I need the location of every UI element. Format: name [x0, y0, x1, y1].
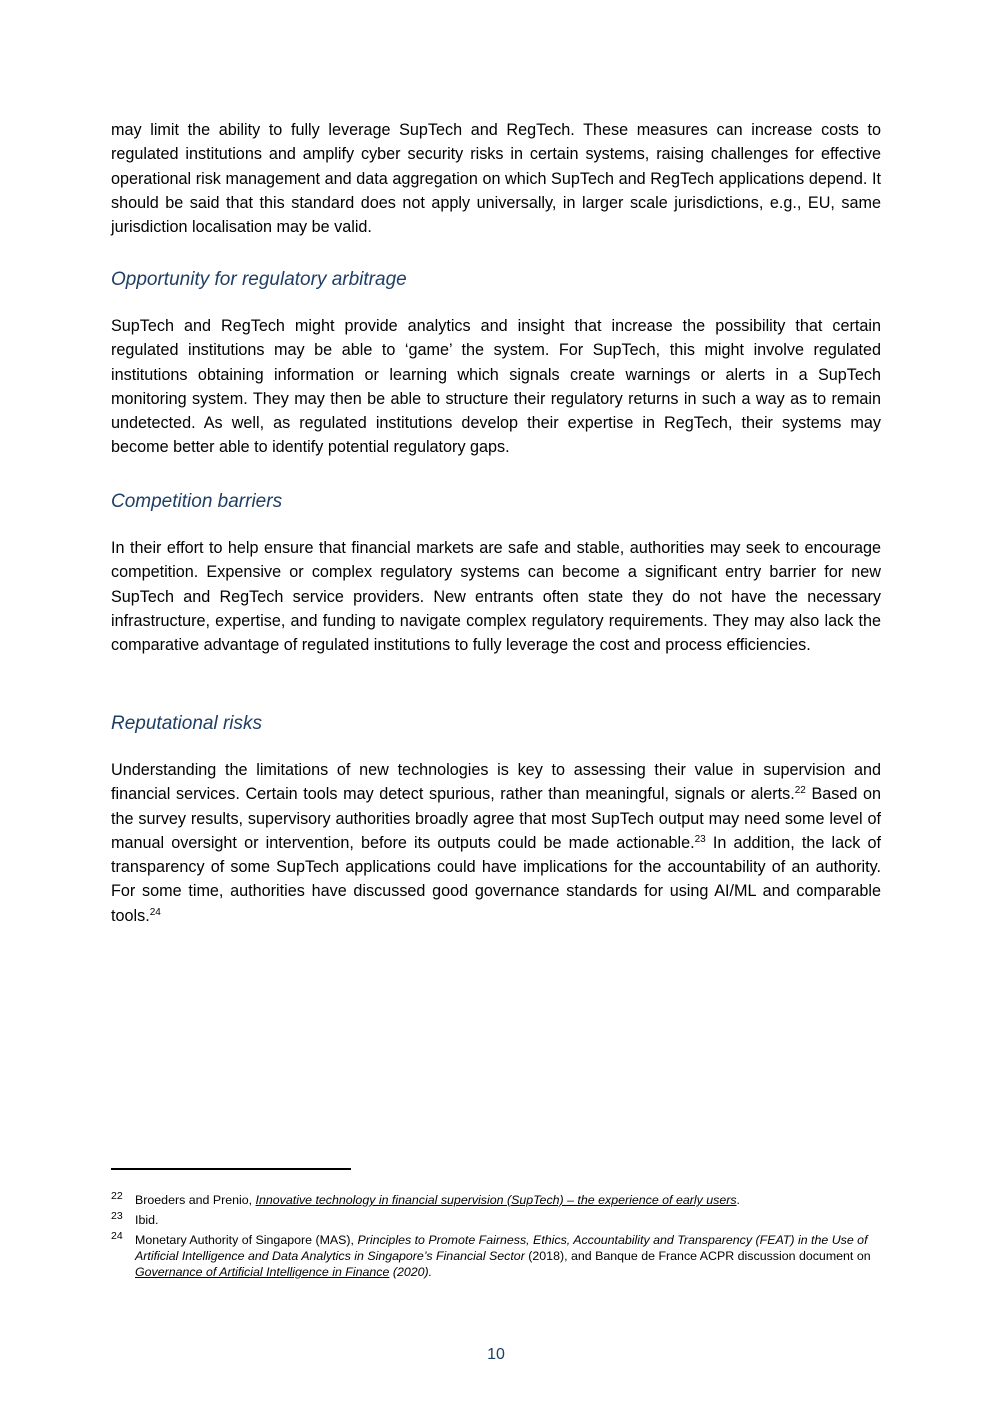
footnote-24 — [111, 1232, 881, 1280]
footnote-number: 24 — [111, 1230, 123, 1242]
page-number: 10 — [487, 1346, 505, 1363]
footnote-ref-24[interactable]: 24 — [149, 906, 161, 918]
footnote-text: (2018), and Banque de France ACPR discussion document on — [524, 1249, 871, 1263]
heading-competition-barriers: Competition barriers — [111, 491, 283, 512]
footnote-text: Broeders and Prenio, — [135, 1193, 256, 1207]
footnote-ref-23[interactable]: 23 — [694, 833, 706, 845]
footnote-number: 22 — [111, 1190, 123, 1202]
footnote-separator — [111, 1168, 351, 1170]
footnote-text: (2020). — [389, 1265, 433, 1279]
footnote-22 — [111, 1192, 881, 1208]
footnote-title: Principles to Promote Fairness, Ethics, Accountability and Transparency (FEAT) in the Use of Artificial Intelligence and Data Analytics in Singapore’s Financial Sector — [135, 1233, 868, 1263]
footnote-number: 23 — [111, 1210, 123, 1222]
paragraph-data-localisation: may limit the ability to fully leverage SupTech and RegTech. These measures can increase costs to regulated institutions and amplify cyber security risks in certain systems, raising challenges for effective operational risk management and data aggregation on which SupTech and RegTech applications depend. It should be said that this standard does not apply universally, in larger scale jurisdictions, e.g., EU, same jurisdiction localisation may be valid. — [111, 121, 881, 237]
paragraph-regulatory-arbitrage: SupTech and RegTech might provide analytics and insight that increase the possibility that certain regulated institutions may be able to ‘game’ the system. For SupTech, this might involve regulated institutions obtaining information or learning which signals create warnings or alerts in a SupTech monitoring system. They may then be able to structure their regulatory returns in such a way as to remain undetected. As well, as regulated institutions develop their expertise in RegTech, their systems may become better able to identify potential regulatory gaps. — [111, 317, 881, 457]
footnote-text: Ibid. — [135, 1213, 159, 1227]
paragraph-text: Understanding the limitations of new technologies is key to assessing their value in supervision and financial services. Certain tools may detect spurious, rather than meaningful, signals or alerts. — [111, 761, 881, 804]
footnote-ref-22[interactable]: 22 — [794, 785, 806, 797]
heading-regulatory-arbitrage: Opportunity for regulatory arbitrage — [111, 269, 407, 290]
footnotes — [111, 1192, 881, 1284]
footnote-23 — [111, 1212, 881, 1228]
heading-reputational-risks: Reputational risks — [111, 713, 263, 734]
footnote-text: Monetary Authority of Singapore (MAS), — [135, 1233, 358, 1247]
paragraph-text: Based on the survey results, supervisory authorities broadly agree that most SupTech output may need some level of manual oversight or intervention, before its outputs could be made actionable. — [111, 785, 881, 852]
footnote-text: . — [736, 1193, 740, 1207]
paragraph-competition-barriers: In their effort to help ensure that financial markets are safe and stable, authorities may seek to encourage competition. Expensive or complex regulatory systems can become a significant entry barrier for new SupTech and RegTech service providers. New entrants often state they do not have the necessary infrastructure, expertise, and funding to navigate complex regulatory requirements. They may also lack the comparative advantage of regulated institutions to fully leverage the cost and process efficiencies. — [111, 539, 881, 655]
paragraph-text: In addition, the lack of transparency of some SupTech applications could have implications for the accountability of an authority. For some time, authorities have discussed good governance standards for using AI/ML and comparable tools. — [111, 833, 881, 925]
paragraph-reputational-risks — [111, 758, 881, 928]
footnote-link[interactable]: Governance of Artificial Intelligence in Finance — [135, 1265, 390, 1279]
footnote-link[interactable]: Innovative technology in financial supervision (SupTech) – the experience of early users — [255, 1193, 737, 1207]
